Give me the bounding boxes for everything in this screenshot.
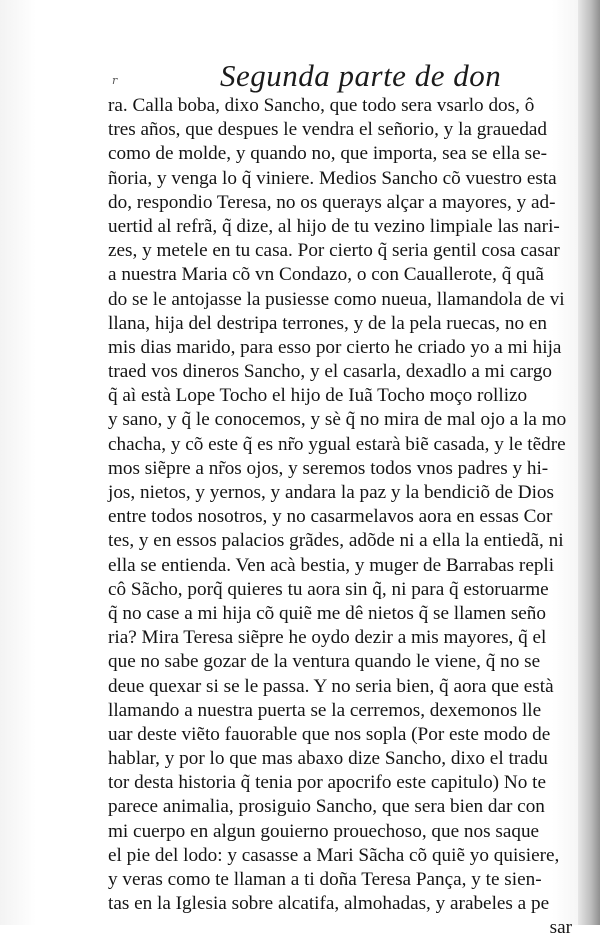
text-line: llamando a nuestra puerta se la cerremos, dexemonos lle xyxy=(108,699,542,721)
text-line: tas en la Iglesia sobre alcatifa, almohadas, y arabeles a pe xyxy=(108,893,550,915)
catchword: sar xyxy=(549,917,572,939)
text-line: uertid al refrã, q̃ dize, al hijo de tu vezino limpiale las nari- xyxy=(108,215,560,237)
text-line: y veras como te llaman a ti doña Teresa Pança, y te sien- xyxy=(108,869,542,890)
signature-mark: r xyxy=(112,74,118,87)
text-line: uar deste viẽto fauorable que nos sopla (Por este modo de xyxy=(108,723,551,745)
text-line: cô Sãcho, porq̃ quieres tu aora sin q̃, ni para q̃ estoruarme xyxy=(108,578,549,600)
text-line: mos siẽpre a nr̃os ojos, y seremos todos vnos padres y hi- xyxy=(108,457,549,479)
book-gutter xyxy=(578,0,600,925)
text-line: q̃ aì està Lope Tocho el hijo de Iuã Tocho moço rollizo xyxy=(108,385,528,407)
text-line: ñoria, y venga lo q̃ viniere. Medios Sancho cõ vuestro esta xyxy=(108,167,557,189)
text-line: ra. Calla boba, dixo Sancho, que todo sera vsarlo dos, ô xyxy=(108,95,535,116)
text-line: traed vos dineros Sancho, y el casarla, dexadlo a mi cargo xyxy=(108,361,553,383)
text-line: do, respondio Teresa, no os querays alçar a mayores, y ad- xyxy=(108,191,556,213)
text-line: zes, y metele en tu casa. Por cierto q̃ seria gentil cosa casar xyxy=(108,240,560,262)
text-line: entre todos nosotros, y no casarmelavos aora en essas Cor xyxy=(108,506,553,528)
text-line: mi cuerpo en algun gouierno prouechoso, que nos saque xyxy=(108,820,540,842)
text-line: a nuestra Maria cõ vn Condazo, o con Cauallerote, q̃ quã xyxy=(108,264,544,286)
running-header: Segunda parte de don xyxy=(220,58,502,93)
text-line: deue quexar si se le passa. Y no seria bien, q̃ aora que està xyxy=(108,675,554,697)
text-line: tres años, que despues le vendra el señorio, y la grauedad xyxy=(108,119,548,141)
text-line: y sano, y q̃ le conocemos, y sè q̃ no mira de mal ojo a la mo xyxy=(108,409,567,431)
text-line: llana, hija del destripa terrones, y de la pela ruecas, no en xyxy=(108,312,547,334)
text-line: chacha, y cõ este q̃ es nr̃o ygual estarà biẽ casada, y le tẽdre xyxy=(108,433,566,455)
text-line: do se le antojasse la pusiesse como nueua, llamandola de vi xyxy=(108,288,565,310)
text-line: mis dias marido, para esso por cierto he criado yo a mi hija xyxy=(108,336,562,358)
body-text xyxy=(108,94,578,941)
text-line: tor desta historia q̃ tenia por apocrifo este capitulo) No te xyxy=(108,772,546,794)
text-line: jos, nietos, y yernos, y andara la paz y la bendiciõ de Dios xyxy=(108,482,554,503)
text-line: q̃ no case a mi hija cõ quiẽ me dê nietos q̃ se llamen seño xyxy=(108,602,546,624)
text-line: ria? Mira Teresa siẽpre he oydo dezir a mis mayores, q̃ el xyxy=(108,627,547,649)
text-line: como de molde, y quando no, que importa, sea se ella se- xyxy=(108,143,548,165)
text-line: el pie del lodo: y casasse a Mari Sãcha cõ quiẽ yo quisiere, xyxy=(108,844,560,866)
text-line: tes, y en essos palacios grãdes, adõde ni a ella la entiedã, ni xyxy=(108,530,564,552)
text-line: hablar, y por lo que mas abaxo dize Sancho, dixo el tradu xyxy=(108,748,548,770)
text-line: que no sabe gozar de la ventura quando le viene, q̃ no se xyxy=(108,651,541,673)
text-line: ella se entienda. Ven acà bestia, y muger de Barrabas repli xyxy=(108,554,555,576)
text-line: parece animalia, prosiguio Sancho, que sera bien dar con xyxy=(108,796,545,818)
